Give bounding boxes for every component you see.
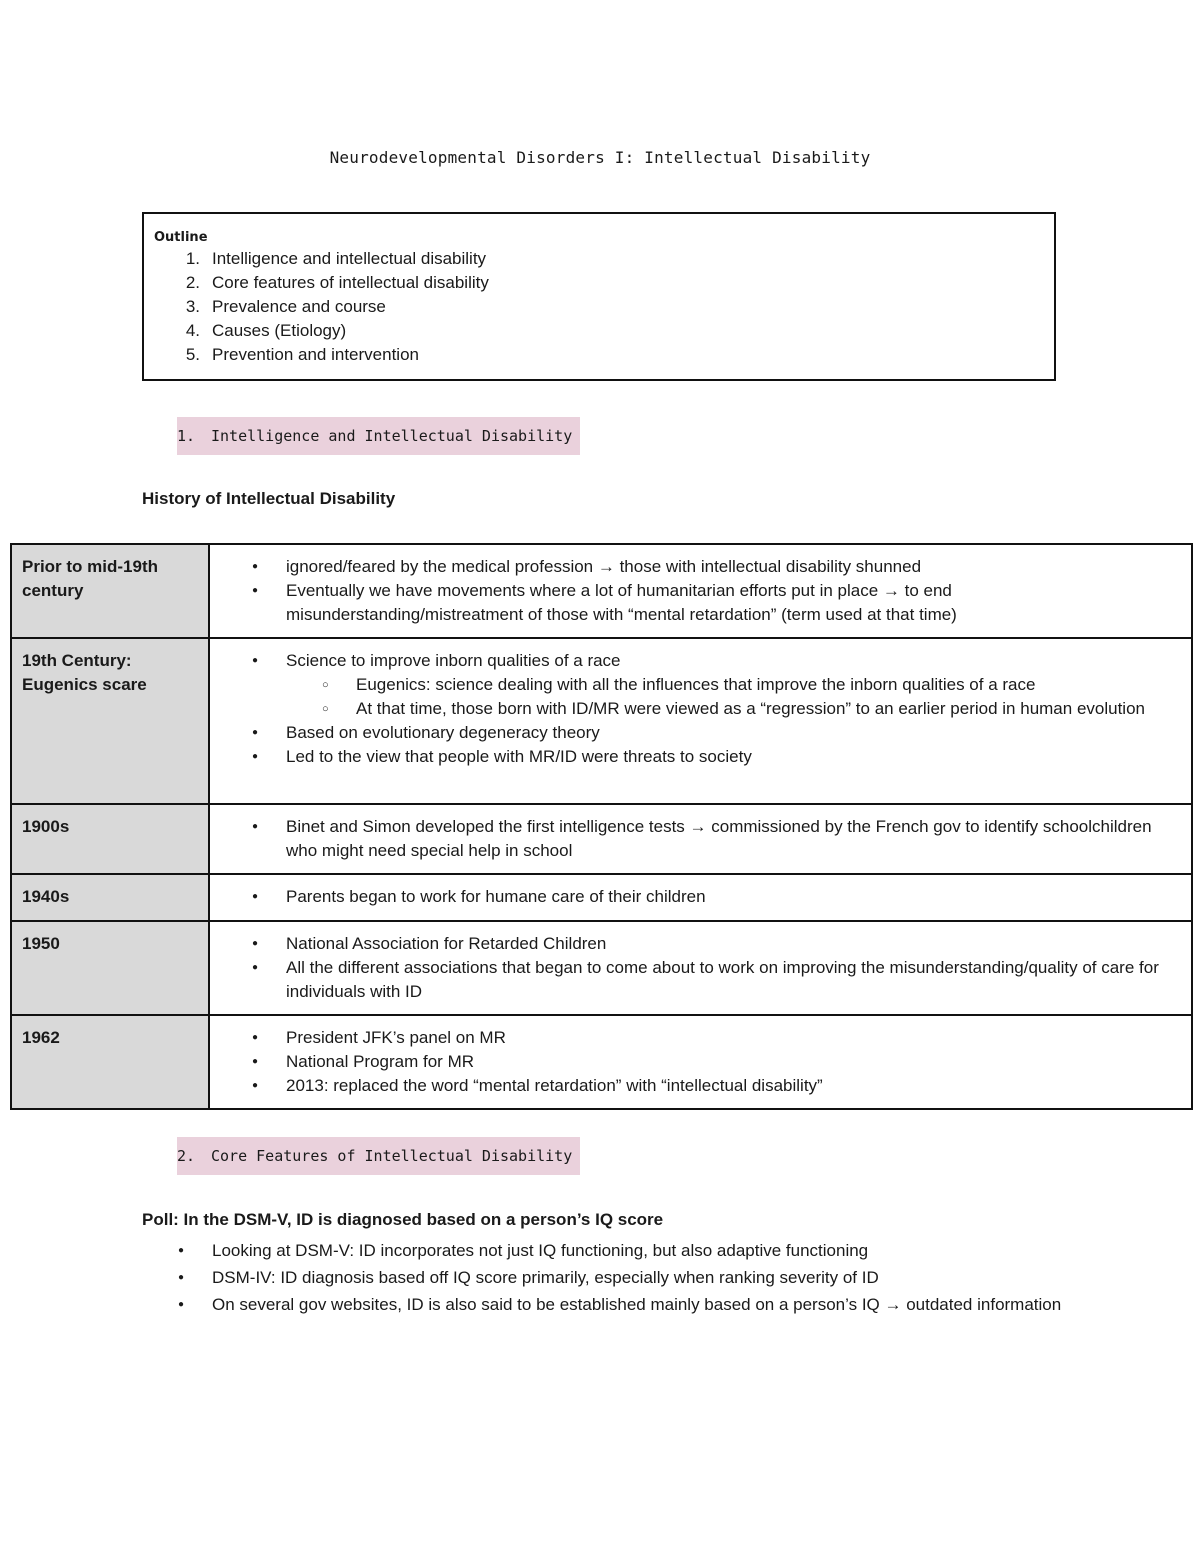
list-item: ● Binet and Simon developed the first intelligence tests → commissioned by the French gov to identify schoolchildren who might need special help in school: [286, 815, 1181, 863]
outline-box: [142, 212, 1056, 381]
list-item: ● Science to improve inborn qualities of a race ○ Eugenics: science dealing with all the influences that improve the inborn qualities of a race ○ At that time, those born with ID/MR were viewed as a “regression” to an earlier period in human evolution: [286, 649, 1181, 721]
notes-cell: [209, 1015, 1192, 1109]
notes-cell: [209, 804, 1192, 874]
history-table: [10, 543, 1193, 1110]
list-item: ● National Program for MR: [286, 1050, 1181, 1074]
outline-item: 1. Intelligence and intellectual disability: [185, 249, 487, 268]
notes-cell: [209, 921, 1192, 1015]
sub-list-item: ○ Eugenics: science dealing with all the influences that improve the inborn qualities of a race: [356, 673, 1181, 697]
list-item: ● National Association for Retarded Children: [286, 932, 1181, 956]
sub-list-item: ○ At that time, those born with ID/MR were viewed as a “regression” to an earlier period in human evolution: [356, 697, 1181, 721]
table-row: [11, 544, 1192, 638]
list-item: ● DSM-IV: ID diagnosis based off IQ score primarily, especially when ranking severity of ID: [212, 1265, 1112, 1291]
table-row: [11, 1015, 1192, 1109]
outline-item: 3. Prevalence and course: [185, 297, 386, 316]
list-item: ● Eventually we have movements where a lot of humanitarian efforts put in place → to end misunderstanding/mistreatment of those with “mental retardation” (term used at that time): [286, 579, 1181, 627]
list-item: ● Led to the view that people with MR/ID were threats to society: [286, 745, 1181, 769]
table-row: [11, 804, 1192, 874]
table-row: [11, 921, 1192, 1015]
list-item: ● Looking at DSM-V: ID incorporates not just IQ functioning, but also adaptive functioning: [212, 1238, 1112, 1264]
era-cell: 1962: [11, 1015, 209, 1109]
outline-item: 5. Prevention and intervention: [185, 345, 419, 364]
table-row: [11, 638, 1192, 804]
era-cell: 1950: [11, 921, 209, 1015]
list-item: ● All the different associations that began to come about to work on improving the misunderstanding/quality of care for individuals with ID: [286, 956, 1181, 1004]
list-item: ● 2013: replaced the word “mental retardation” with “intellectual disability”: [286, 1074, 1181, 1098]
list-item: ● Parents began to work for humane care of their children: [286, 885, 1181, 909]
notes-cell: [209, 638, 1192, 804]
section-heading-1: 1. Intelligence and Intellectual Disability: [177, 417, 580, 455]
outline-item: 2. Core features of intellectual disability: [185, 273, 489, 292]
list-item: ● President JFK’s panel on MR: [286, 1026, 1181, 1050]
notes-cell: [209, 874, 1192, 921]
list-item: ● On several gov websites, ID is also said to be established mainly based on a person’s IQ → outdated information: [212, 1292, 1112, 1318]
outline-list: [154, 247, 1044, 367]
list-item: ● ignored/feared by the medical profession → those with intellectual disability shunned: [286, 555, 1181, 579]
section-heading-2: 2. Core Features of Intellectual Disability: [177, 1137, 580, 1175]
table-row: [11, 874, 1192, 921]
document-title: Neurodevelopmental Disorders I: Intellectual Disability: [329, 148, 871, 167]
history-heading: History of Intellectual Disability: [142, 489, 396, 508]
era-cell: 1940s: [11, 874, 209, 921]
outline-item: 4. Causes (Etiology): [185, 321, 347, 340]
poll-question: Poll: In the DSM-V, ID is diagnosed based on a person’s IQ score: [142, 1210, 664, 1229]
poll-notes: [142, 1238, 1112, 1319]
notes-cell: [209, 544, 1192, 638]
outline-heading: Outline: [154, 230, 208, 245]
era-cell: 1900s: [11, 804, 209, 874]
era-cell: Prior to mid-19th century: [11, 544, 209, 638]
era-cell: 19th Century: Eugenics scare: [11, 638, 209, 804]
list-item: ● Based on evolutionary degeneracy theory: [286, 721, 1181, 745]
